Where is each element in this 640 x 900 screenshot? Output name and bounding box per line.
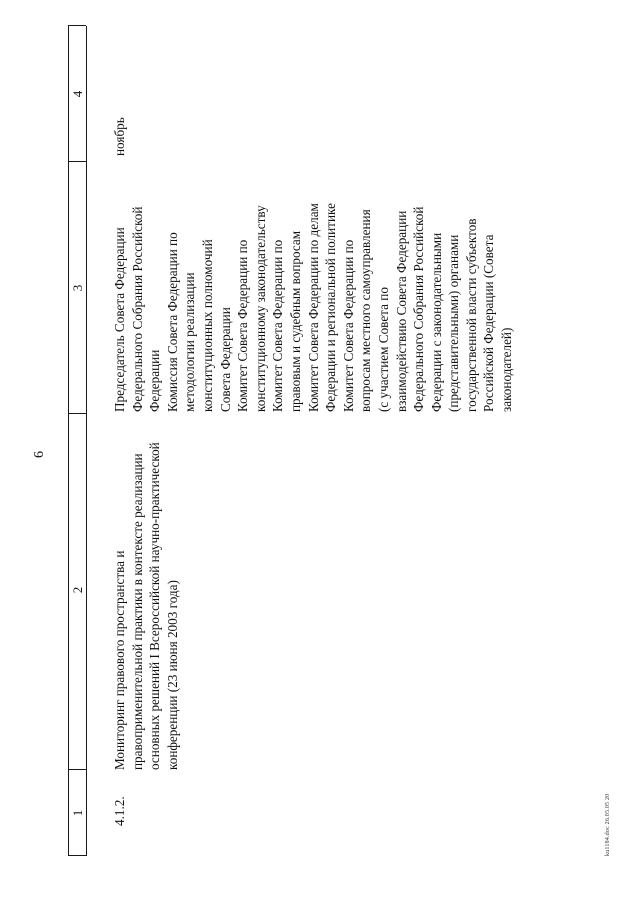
responsible-line: (представительными) органами: [446, 234, 462, 412]
header-left-border: [68, 855, 86, 856]
column-header-3: 3: [70, 284, 85, 292]
responsible-line: Комитет Совета Федерации по: [235, 239, 251, 412]
header-divider-2: [68, 413, 86, 414]
responsible-line: Федерального Собрания Российской: [411, 206, 427, 412]
responsible-line: взаимодействию Совета Федерации: [393, 210, 409, 412]
responsible-line: Федерации и региональной политике: [323, 203, 339, 412]
page-number: 6: [32, 451, 47, 458]
header-divider-1: [68, 769, 86, 770]
description-line: Мониторинг правового пространства и: [112, 550, 127, 770]
responsible-line: Совета Федерации: [217, 307, 233, 412]
row-number: 4.1.2.: [112, 796, 127, 826]
responsible-line: конституционных полномочий: [199, 239, 215, 412]
column-header-4: 4: [70, 90, 85, 98]
description-line: основных решений I Всероссийской научно-практической: [147, 442, 163, 770]
responsible-line: Комитет Совета Федерации по делам: [305, 203, 321, 412]
row-description: [111, 442, 181, 770]
responsible-line: Российской Федерации (Совета: [481, 234, 497, 412]
responsible-line: методологии реализации: [182, 272, 198, 412]
footer-code: ku1184.doc 26.05.05 20: [605, 793, 611, 856]
row-deadline: ноябрь: [112, 117, 127, 156]
column-header-2: 2: [70, 586, 85, 594]
header-top-border: [68, 26, 69, 856]
responsible-line: Федерации: [147, 349, 163, 412]
responsible-line: Комитет Совета Федерации по: [340, 239, 356, 412]
responsible-line: государственной власти субъектов: [463, 218, 479, 412]
header-bottom-border: [86, 26, 87, 856]
row-responsible: [111, 203, 516, 412]
responsible-line: вопросам местного самоуправления: [358, 209, 374, 412]
responsible-line: Председатель Совета Федерации: [112, 227, 127, 412]
responsible-line: Комиссия Совета Федерации по: [164, 232, 180, 412]
responsible-line: Комитет Совета Федерации по: [270, 239, 286, 412]
responsible-line: Федерации с законодательными: [428, 232, 444, 412]
header-divider-3: [68, 161, 86, 162]
responsible-line: конституционному законодательству: [252, 205, 268, 412]
header-right-border: [68, 25, 86, 26]
column-header-1: 1: [70, 809, 85, 817]
responsible-line: правовым и судебным вопросам: [287, 230, 303, 412]
description-line: конференции (23 июня 2003 года): [164, 580, 180, 770]
responsible-line: (с участием Совета по: [375, 287, 391, 412]
responsible-line: Федерального Собрания Российской: [129, 206, 145, 412]
description-line: правоприменительной практики в контексте реализации: [129, 453, 145, 770]
responsible-line: законодателей): [499, 327, 515, 412]
